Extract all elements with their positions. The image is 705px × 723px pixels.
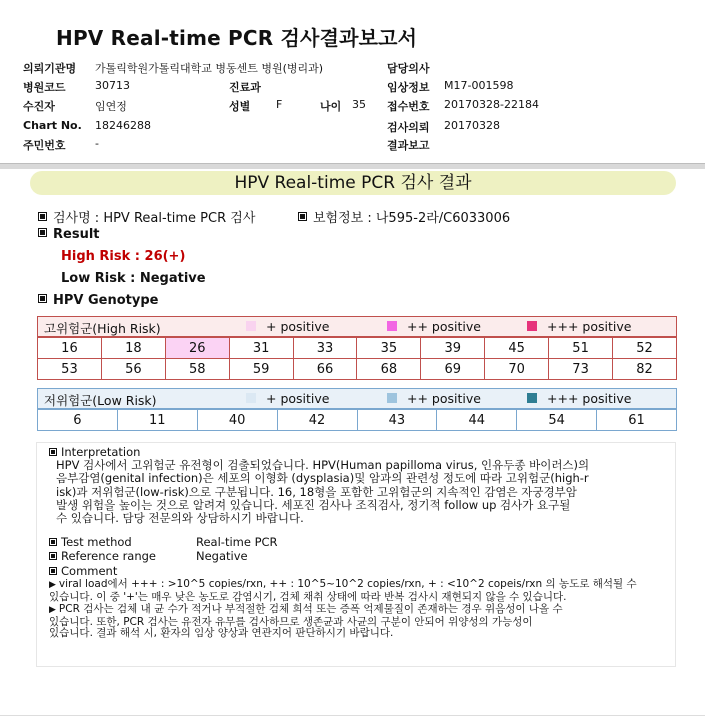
legend-swatch — [527, 321, 537, 331]
sex-value: F — [276, 98, 283, 111]
test-method-row — [49, 535, 132, 549]
low-risk-legend — [37, 388, 677, 409]
high-genotype-row — [38, 338, 677, 359]
test-method-label: Test method — [61, 535, 132, 549]
resident-number-value: - — [95, 137, 99, 150]
result-heading — [38, 227, 100, 242]
high-risk-legend — [37, 316, 677, 337]
section-divider — [0, 163, 705, 169]
high-genotype-cell: 45 — [485, 338, 549, 359]
resident-number-label: 주민번호 — [23, 139, 66, 152]
high-genotype-cell: 59 — [229, 359, 293, 380]
low-risk-genotype-table — [37, 409, 677, 431]
low-genotype-cell: 11 — [117, 410, 197, 431]
legend-label: +++ positive — [547, 319, 632, 334]
high-genotype-row — [38, 359, 677, 380]
requesting-institution-label: 의뢰기관명 — [23, 62, 77, 75]
legend-plus — [246, 391, 329, 406]
legend-swatch — [387, 393, 397, 403]
low-genotype-cell: 43 — [357, 410, 437, 431]
bullet-square-icon — [38, 228, 47, 237]
interpretation-heading-text: Interpretation — [61, 445, 141, 459]
interpretation-line: isk)과 저위험군(low-risk)으로 구분됩니다. 16, 18형을 포함한 고위험군의 지속적인 감염은 자궁경부암 — [56, 484, 577, 499]
hospital-code-value: 30713 — [95, 79, 130, 92]
high-genotype-cell: 51 — [549, 338, 613, 359]
interpretation-line: 음부감염(genital infection)은 세포의 이형화 (dysplasia)및 암과의 관련성 정도에 따라 고위험군(high-r — [56, 471, 589, 486]
legend-plus-plus-plus — [527, 319, 631, 334]
note-line: PCR 검사는 검체 내 균 수가 적거나 부적절한 검체 희석 또는 증폭 억제물질이 존재하는 경우 위음성이 나올 수 — [58, 603, 563, 615]
test-name-line — [38, 207, 255, 226]
high-genotype-cell: 58 — [165, 359, 229, 380]
note-line: 있습니다. 이 중 '+'는 매우 낮은 농도로 감염시기, 검체 채취 상태에 따라 반복 검사시 재현되지 않을 수 있습니다. — [49, 590, 567, 603]
note-line: 있습니다. 또한, PCR 검사는 유전자 유무를 검사하므로 생존균과 사균의 구분이 안되어 위양성의 가능성이 — [49, 615, 533, 628]
results-banner: HPV Real-time PCR 검사 결과 — [30, 171, 676, 195]
low-genotype-cell: 42 — [277, 410, 357, 431]
test-method-value: Real-time PCR — [196, 535, 278, 549]
low-risk-result: Low Risk : Negative — [61, 271, 206, 286]
age-value: 35 — [352, 98, 366, 111]
legend-label: + positive — [266, 319, 330, 334]
high-genotype-cell: 39 — [421, 338, 485, 359]
result-heading-text: Result — [53, 227, 100, 242]
report-title: HPV Real-time PCR 검사결과보고서 — [56, 26, 418, 50]
high-genotype-cell: 31 — [229, 338, 293, 359]
reference-range-label: Reference range — [61, 549, 157, 563]
low-genotype-cell: 61 — [597, 410, 677, 431]
bullet-square-icon — [49, 538, 57, 546]
bullet-square-icon — [38, 294, 47, 303]
legend-label: + positive — [266, 391, 330, 406]
legend-swatch — [527, 393, 537, 403]
attending-physician-label: 담당의사 — [387, 62, 430, 75]
interpretation-text — [56, 459, 666, 525]
clinical-info-label: 임상정보 — [387, 81, 430, 94]
triangle-bullet-icon: ▶ — [49, 580, 56, 590]
high-genotype-cell: 26 — [165, 338, 229, 359]
test-name-text: 검사명 : HPV Real-time PCR 검사 — [53, 211, 256, 226]
high-genotype-cell: 68 — [357, 359, 421, 380]
insurance-text: 보험정보 : 나595-2라/C6033006 — [313, 211, 511, 226]
interpretation-line: HPV 검사에서 고위험군 유전형이 검출되었습니다. HPV(Human papilloma virus, 인유두종 바이러스)의 — [56, 458, 590, 472]
high-genotype-cell: 52 — [613, 338, 677, 359]
bullet-square-icon — [38, 212, 47, 221]
test-request-value: 20170328 — [444, 119, 500, 132]
interpretation-line: 수 있습니다. 담당 전문의와 상담하시기 바랍니다. — [56, 511, 304, 526]
insurance-line — [298, 207, 510, 226]
high-genotype-cell: 82 — [613, 359, 677, 380]
page-bottom-rule — [0, 715, 705, 716]
bullet-square-icon — [49, 448, 57, 456]
department-label: 진료과 — [229, 81, 261, 94]
low-genotype-cell: 40 — [197, 410, 277, 431]
legend-swatch — [387, 321, 397, 331]
requesting-institution-value: 가톨릭학원가톨릭대학교 병동센트 병원(병리과) — [95, 62, 324, 75]
high-genotype-cell: 53 — [38, 359, 102, 380]
bullet-square-icon — [298, 212, 307, 221]
legend-swatch — [246, 393, 256, 403]
interpretation-line: 발생 위험을 높이는 것으로 알려져 있습니다. 세포진 검사나 조직검사, 정기적 follow up 검사가 요구될 — [56, 497, 571, 512]
comment-note-pcr — [49, 604, 671, 640]
patient-value: 임연정 — [95, 100, 127, 113]
legend-swatch — [246, 321, 256, 331]
high-risk-group-label: 고위험군(High Risk) — [44, 321, 161, 336]
low-genotype-row — [38, 410, 677, 431]
test-request-label: 검사의뢰 — [387, 121, 430, 134]
note-line: viral load에서 +++ : >10^5 copies/rxn, ++ : 10^5~10^2 copies/rxn, + : <10^2 copeis/rxn 의 농도로 해석될 수 — [58, 578, 637, 590]
legend-plus-plus-plus — [527, 391, 631, 406]
reference-range-row — [49, 549, 156, 563]
high-genotype-cell: 56 — [101, 359, 165, 380]
legend-plus-plus — [387, 319, 481, 334]
legend-plus-plus — [387, 391, 481, 406]
genotype-heading-text: HPV Genotype — [53, 293, 159, 308]
interpretation-heading — [49, 445, 140, 459]
age-label: 나이 — [320, 100, 342, 113]
hospital-code-label: 병원코드 — [23, 81, 66, 94]
comment-heading-text: Comment — [61, 564, 118, 578]
receipt-number-value: 20170328-22184 — [444, 98, 539, 111]
high-genotype-cell: 33 — [293, 338, 357, 359]
genotype-heading — [38, 293, 158, 308]
triangle-bullet-icon: ▶ — [49, 605, 56, 615]
result-report-label: 결과보고 — [387, 139, 430, 152]
high-genotype-cell: 35 — [357, 338, 421, 359]
sex-label: 성별 — [229, 100, 251, 113]
high-genotype-cell: 73 — [549, 359, 613, 380]
legend-label: ++ positive — [407, 319, 481, 334]
high-risk-result: High Risk : 26(+) — [61, 249, 186, 264]
high-genotype-cell: 70 — [485, 359, 549, 380]
chart-no-value: 18246288 — [95, 119, 151, 132]
legend-label: ++ positive — [407, 391, 481, 406]
high-risk-genotype-table — [37, 337, 677, 380]
legend-label: +++ positive — [547, 391, 632, 406]
reference-range-value: Negative — [196, 549, 248, 563]
patient-label: 수진자 — [23, 100, 55, 113]
high-genotype-cell: 18 — [101, 338, 165, 359]
comment-heading — [49, 564, 117, 578]
high-genotype-cell: 66 — [293, 359, 357, 380]
low-genotype-cell: 6 — [38, 410, 118, 431]
bullet-square-icon — [49, 552, 57, 560]
high-genotype-cell: 69 — [421, 359, 485, 380]
chart-no-label: Chart No. — [23, 119, 82, 132]
clinical-info-value: M17-001598 — [444, 79, 514, 92]
receipt-number-label: 접수번호 — [387, 100, 430, 113]
low-genotype-cell: 54 — [517, 410, 597, 431]
low-genotype-cell: 44 — [437, 410, 517, 431]
comment-note-viral-load — [49, 579, 671, 603]
low-risk-group-label: 저위험군(Low Risk) — [44, 393, 157, 408]
legend-plus — [246, 319, 329, 334]
note-line: 있습니다. 결과 해석 시, 환자의 임상 양상과 연관지어 판단하시기 바랍니다. — [49, 627, 394, 639]
bullet-square-icon — [49, 567, 57, 575]
high-genotype-cell: 16 — [38, 338, 102, 359]
